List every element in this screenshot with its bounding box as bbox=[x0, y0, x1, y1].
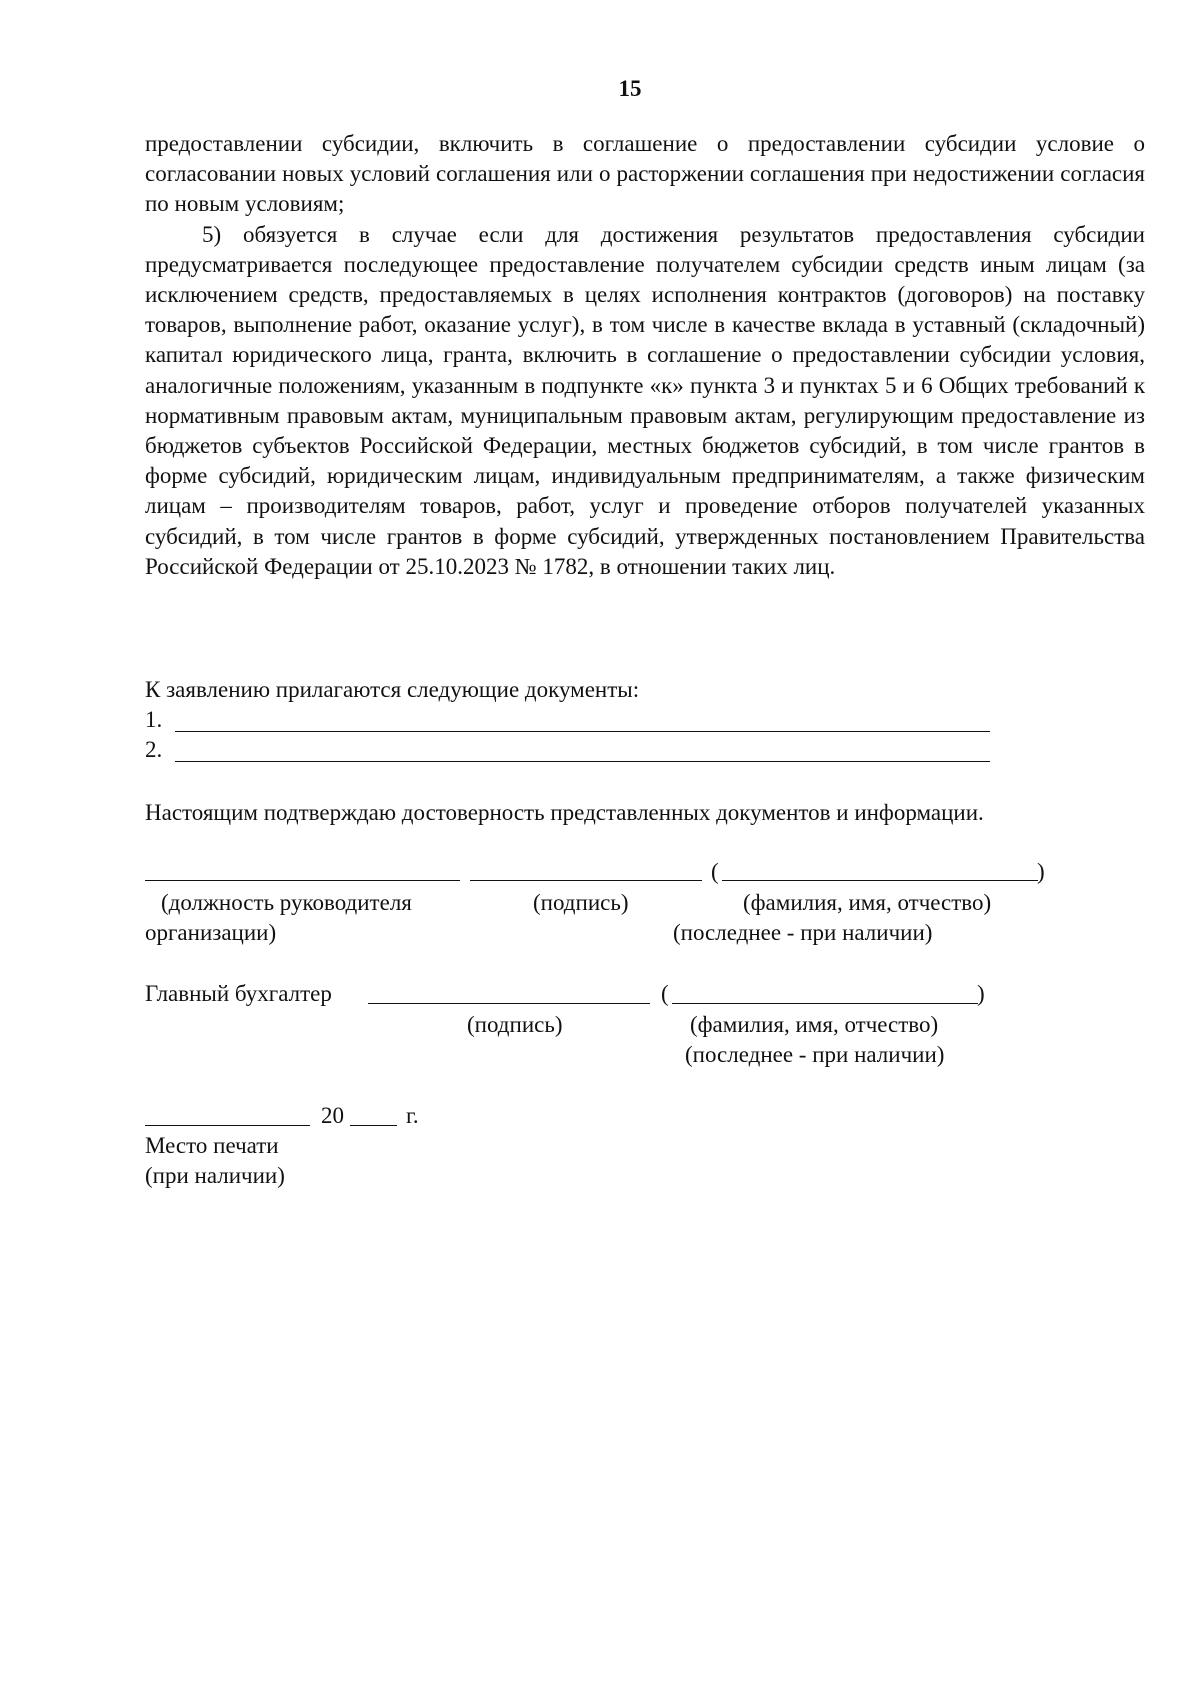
paragraph-continuation: предоставлении субсидии, включить в соглашение о предоставлении субсидии условие о согласовании новых условий соглашения или о расторжении соглашения при недостижении согласия по новым условиям; bbox=[145, 131, 1145, 217]
head-name-field[interactable] bbox=[722, 880, 1038, 881]
stamp-place-label: Место печати bbox=[145, 1133, 279, 1158]
accountant-name-caption-2: (последнее - при наличии) bbox=[685, 1042, 945, 1067]
head-signature-caption: (подпись) bbox=[533, 890, 629, 915]
head-name-close-paren: ) bbox=[1037, 859, 1045, 884]
body-text bbox=[145, 129, 1145, 582]
accountant-name-caption: (фамилия, имя, отчество) bbox=[690, 1012, 939, 1037]
head-name-open-paren: ( bbox=[711, 859, 719, 884]
date-year-field[interactable] bbox=[350, 1125, 397, 1126]
accountant-name-close-paren: ) bbox=[977, 981, 985, 1006]
attachment-item-2-number: 2. bbox=[145, 737, 163, 762]
head-name-caption: (фамилия, имя, отчество) bbox=[743, 890, 992, 915]
head-position-caption: (должность руководителя bbox=[161, 890, 412, 915]
date-day-month-field[interactable] bbox=[145, 1125, 310, 1126]
attachments-heading: К заявлению прилагаются следующие документы: bbox=[145, 677, 640, 702]
page-number: 15 bbox=[618, 76, 642, 101]
date-year-suffix: г. bbox=[406, 1103, 419, 1128]
confirmation-text: Настоящим подтверждаю достоверность представленных документов и информации. bbox=[145, 800, 984, 825]
date-year-prefix: 20 bbox=[321, 1103, 344, 1128]
paragraph-item-5: 5) обязуется в случае если для достижения результатов предоставления субсидии предусматривается последующее предоставление получателем субсидии средств иным лицам (за исключением средств, предоставляемых в целях исполнения контрактов (договоров) на поставку товаров, выполнение работ, оказание услуг), в том числе в качестве вклада в уставный (складочный) капитал юридического лица, гранта, включить в соглашение о предоставлении субсидии условия, аналогичные положениям, указанным в подпункте «к» пункта 3 и пунктах 5 и 6 Общих требований к нормативным правовым актам, муниципальным правовым актам, регулирующим предоставление из бюджетов субъектов Российской Федерации, местных бюджетов субсидий, в том числе грантов в форме субсидий, юридическим лицам, индивидуальным предпринимателям, а также физическим лицам – производителям товаров, работ, услуг и проведение отборов получателей указанных субсидий, в том числе грантов в форме субсидий, утвержденных постановлением Правительства Российской Федерации от 25.10.2023 № 1782, в отношении таких лиц. bbox=[145, 221, 1145, 579]
head-position-caption-2: организации) bbox=[145, 920, 277, 945]
accountant-signature-caption: (подпись) bbox=[467, 1012, 563, 1037]
accountant-name-field[interactable] bbox=[672, 1003, 978, 1004]
accountant-label: Главный бухгалтер bbox=[145, 981, 332, 1006]
stamp-place-note: (при наличии) bbox=[145, 1163, 285, 1188]
head-position-field[interactable] bbox=[145, 880, 460, 881]
accountant-name-open-paren: ( bbox=[661, 981, 669, 1006]
accountant-signature-field[interactable] bbox=[368, 1003, 650, 1004]
attachment-item-2-field[interactable] bbox=[175, 761, 990, 762]
head-signature-field[interactable] bbox=[470, 880, 702, 881]
head-name-caption-2: (последнее - при наличии) bbox=[673, 920, 933, 945]
attachment-item-1-number: 1. bbox=[145, 707, 163, 732]
attachment-item-1-field[interactable] bbox=[175, 731, 990, 732]
